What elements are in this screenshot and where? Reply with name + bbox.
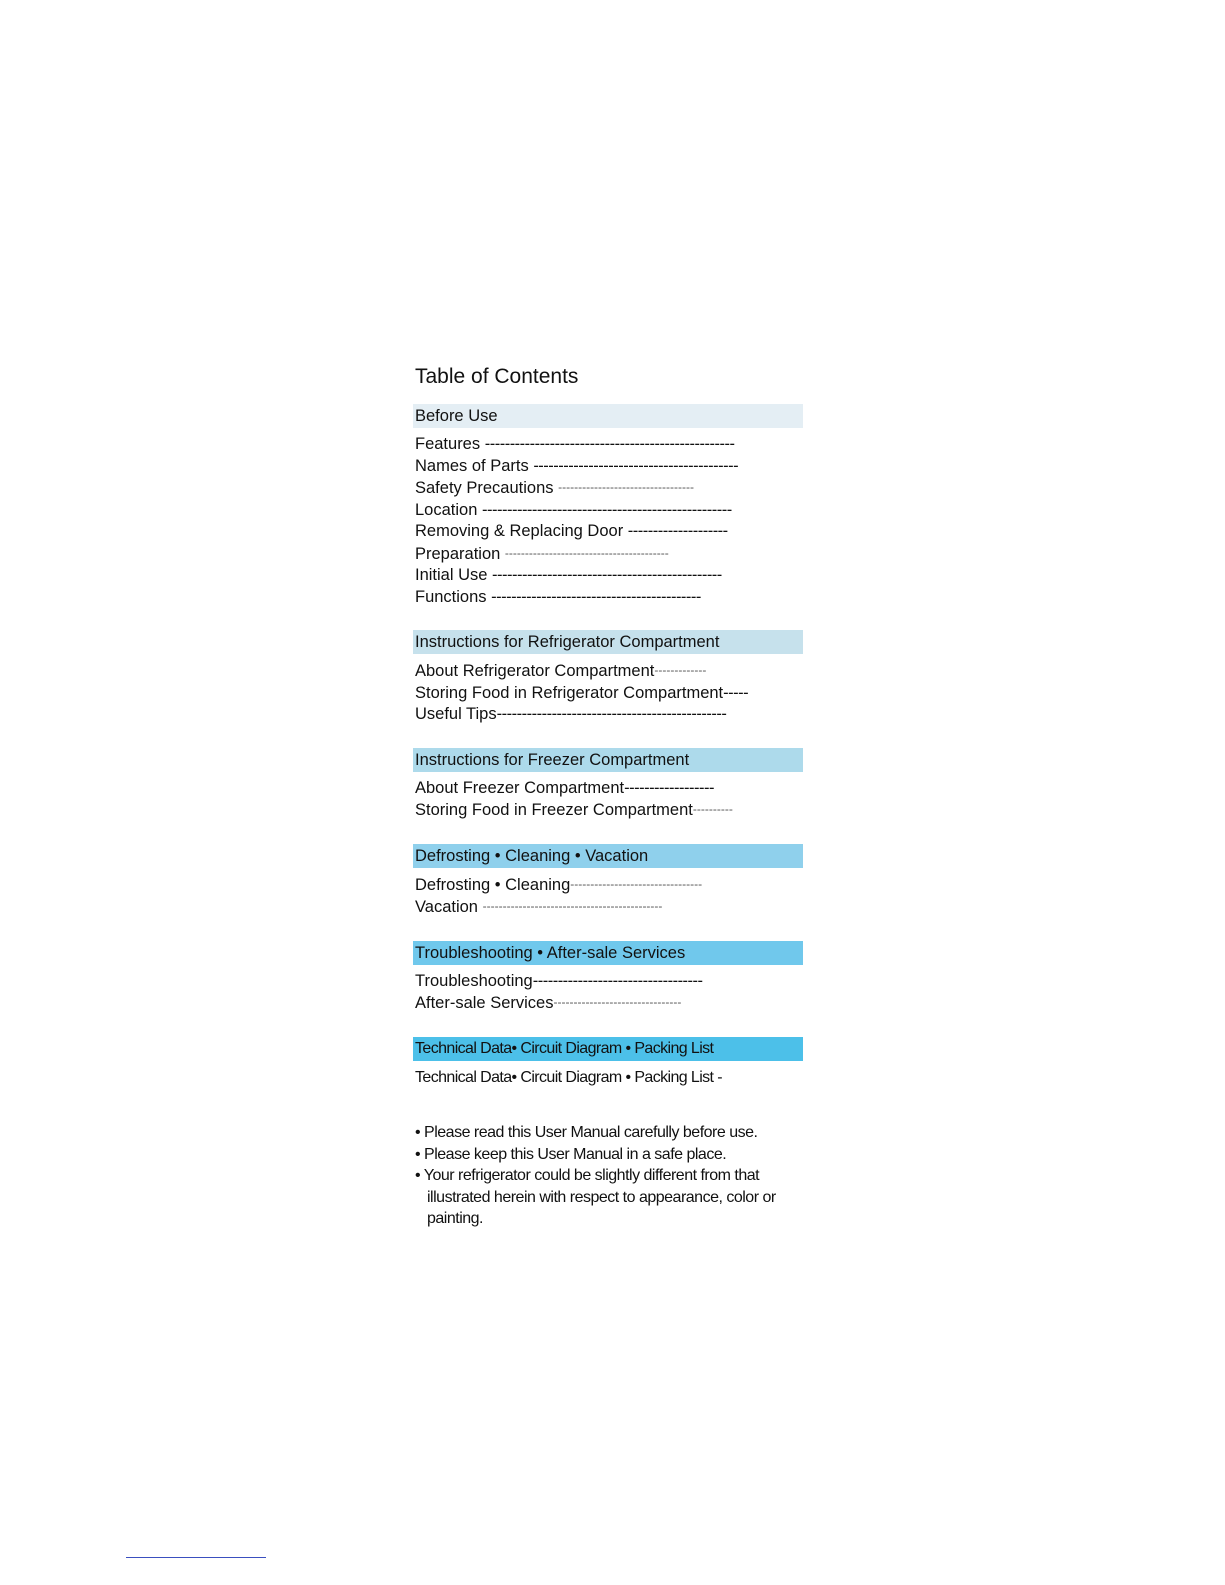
toc-entry-features[interactable]: Features --------------------------------------------------	[415, 435, 735, 453]
toc-entry-useful-tips[interactable]: Useful Tips----------------------------------------------	[415, 705, 727, 723]
section-refrigerator	[413, 630, 803, 726]
toc-entry-location[interactable]: Location --------------------------------------------------	[415, 500, 732, 519]
section-defrosting	[413, 844, 803, 919]
toc-entry-initial-use[interactable]: Initial Use ----------------------------------------------	[415, 566, 722, 584]
toc-entry-preparation[interactable]: Preparation -----------------------------------------	[415, 544, 669, 563]
toc-entry-storing-food-freezer[interactable]: Storing Food in Freezer Compartment----------	[415, 801, 733, 819]
section-heading: Instructions for Refrigerator Compartment	[413, 630, 803, 654]
note-item: • Your refrigerator could be slightly different from that illustrated herein with respect to appearance, color or painting.	[415, 1167, 776, 1227]
toc-entry-defrosting-cleaning[interactable]: Defrosting • Cleaning---------------------------------	[415, 875, 703, 894]
section-troubleshooting	[413, 941, 803, 1015]
section-heading: Instructions for Freezer Compartment	[413, 748, 803, 772]
toc-entry-removing-replacing-door[interactable]: Removing & Replacing Door --------------------	[415, 522, 728, 540]
toc-entry-storing-food-refrigerator[interactable]: Storing Food in Refrigerator Compartment-----	[415, 683, 749, 702]
note-item: • Please read this User Manual carefully before use.	[415, 1124, 758, 1141]
toc-entry-troubleshooting[interactable]: Troubleshooting----------------------------------	[415, 971, 703, 990]
section-freezer	[413, 748, 803, 822]
section-heading: Troubleshooting • After-sale Services	[413, 941, 803, 965]
section-heading: Defrosting • Cleaning • Vacation	[413, 844, 803, 868]
table-of-contents	[413, 362, 803, 1230]
toc-entry-vacation[interactable]: Vacation ---------------------------------------------	[415, 898, 663, 916]
toc-entry-names-of-parts[interactable]: Names of Parts -----------------------------------------	[415, 456, 739, 475]
note-item: • Please keep this User Manual in a safe place.	[415, 1145, 727, 1163]
page-title: Table of Contents	[415, 365, 579, 388]
toc-entry-technical-data[interactable]: Technical Data• Circuit Diagram • Packing List -	[415, 1068, 723, 1086]
section-before-use	[413, 404, 803, 608]
section-heading: Before Use	[413, 404, 803, 428]
section-heading: Technical Data• Circuit Diagram • Packing List	[413, 1037, 803, 1061]
toc-entry-about-freezer[interactable]: About Freezer Compartment------------------	[415, 778, 714, 797]
toc-entry-after-sale-services[interactable]: After-sale Services--------------------------------	[415, 994, 682, 1012]
toc-entry-about-refrigerator[interactable]: About Refrigerator Compartment-------------	[415, 662, 707, 680]
usage-notes	[413, 1122, 803, 1230]
toc-entry-safety-precautions[interactable]: Safety Precautions ----------------------------------	[415, 479, 694, 497]
toc-entry-functions[interactable]: Functions ------------------------------------------	[415, 587, 701, 606]
section-technical-data	[413, 1037, 803, 1089]
footnote-divider	[126, 1557, 266, 1558]
